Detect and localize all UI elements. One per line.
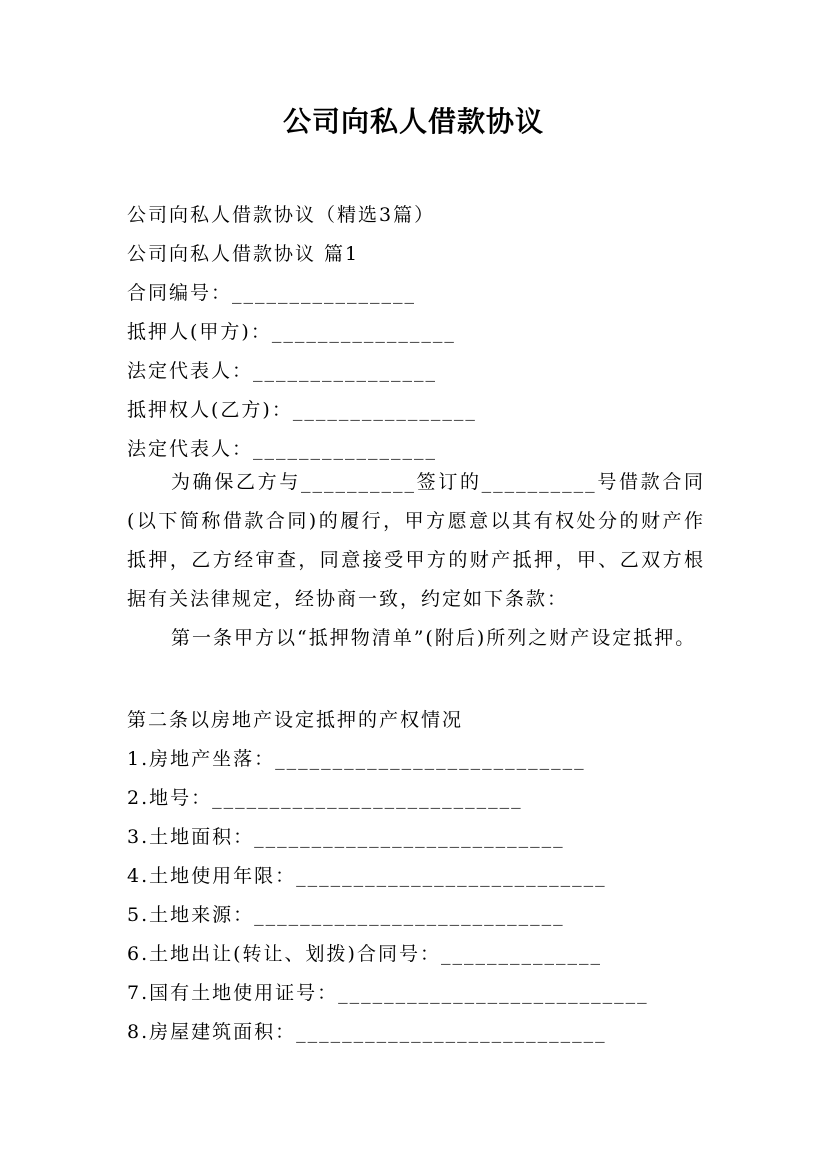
- list-item: 5.土地来源：___________________________: [127, 904, 565, 926]
- article-2-heading: 第二条以房地产设定抵押的产权情况: [127, 709, 464, 731]
- mortgagor-field: 抵押人(甲方)：________________: [127, 321, 456, 343]
- list-item: 6.土地出让(转让、划拨)合同号：______________: [127, 943, 602, 965]
- document-title: 公司向私人借款协议: [282, 105, 544, 138]
- list-item: 2.地号：___________________________: [127, 787, 523, 809]
- contract-number-field: 合同编号：________________: [127, 282, 417, 304]
- subtitle-line: 公司向私人借款协议（精选3篇）: [127, 204, 436, 226]
- mortgagor-legal-rep-field: 法定代表人：________________: [127, 360, 438, 382]
- list-item: 1.房地产坐落：___________________________: [127, 748, 586, 770]
- article-1-paragraph: 第一条甲方以“抵押物清单”(附后)所列之财产设定抵押。: [171, 627, 697, 649]
- preamble-paragraph: 为确保乙方与__________签订的__________号借款合同(以下简称借款合同)的履行，甲方愿意以其有权处分的财产作抵押，乙方经审查，同意接受甲方的财产抵押，甲、乙双方根据有关法律规定，经协商一致，约定如下条款：: [127, 471, 705, 610]
- list-item: 7.国有土地使用证号：___________________________: [127, 982, 649, 1004]
- list-item: 3.土地面积：___________________________: [127, 826, 565, 848]
- mortgagee-legal-rep-field: 法定代表人：________________: [127, 438, 438, 460]
- section-heading: 公司向私人借款协议 篇1: [127, 243, 360, 265]
- list-item: 4.土地使用年限：___________________________: [127, 865, 607, 887]
- list-item: 8.房屋建筑面积：___________________________: [127, 1021, 607, 1043]
- mortgagee-field: 抵押权人(乙方)：________________: [127, 399, 477, 421]
